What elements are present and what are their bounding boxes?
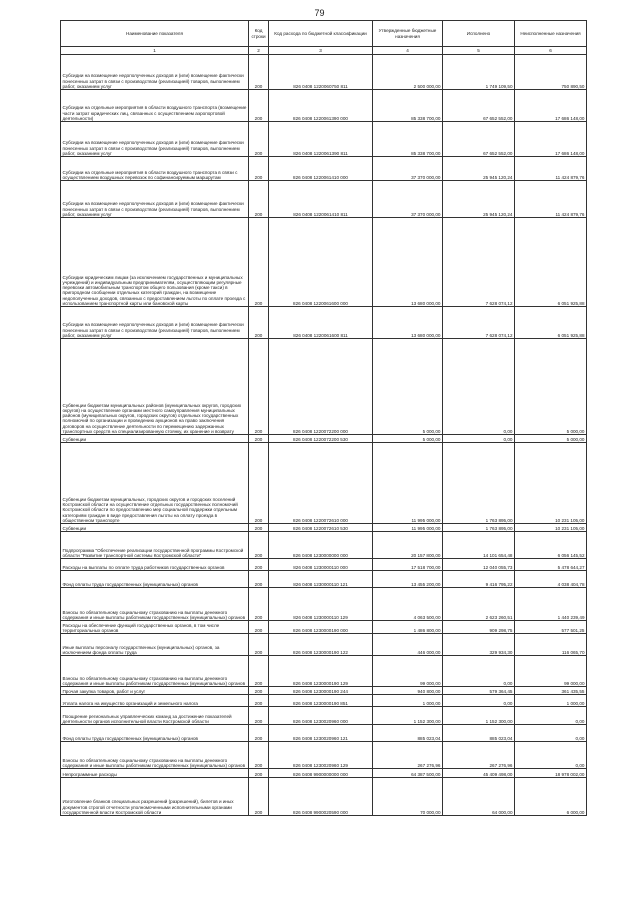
table-row (61, 122, 587, 157)
row-remaining-amount: 6 051 925,88 (515, 307, 587, 339)
row-name: Изготовление бланков специальных разрешений (разрешений), билетов и иных документов строгой отчетности уполномоченными исполнительными органами государственной власти Костромской области (61, 778, 249, 816)
row-approved-amount: 37 370 000,00 (373, 181, 443, 218)
table-row (61, 443, 587, 524)
row-executed-amount: 579 364,45 (443, 687, 515, 695)
header-executed: Исполнено (443, 21, 515, 47)
row-line-code: 200 (249, 339, 269, 435)
column-number: 3 (269, 47, 373, 55)
row-name: Взносы по обязательному социальному страхованию на выплаты денежного содержания и иные выплаты работникам государственных (муниципальных) органов (61, 588, 249, 621)
column-number: 6 (515, 47, 587, 55)
row-line-code: 200 (249, 90, 269, 122)
table-row (61, 532, 587, 559)
row-remaining-amount: 6 000,00 (515, 778, 587, 816)
row-classification-code: 826 0408 1220061390 000 (269, 90, 373, 122)
row-remaining-amount: 5 000,00 (515, 435, 587, 443)
row-approved-amount: 99 000,00 (373, 656, 443, 687)
row-line-code: 200 (249, 218, 269, 307)
row-name: Расходы на обеспечение функций государственных органов, в том числе территориальных органов (61, 621, 249, 634)
table-row (61, 559, 587, 571)
row-executed-amount: 0,00 (443, 339, 515, 435)
row-name: Субсидии на отдельные мероприятия в области воздушного транспорта (возмещение части затрат юридических лиц, связанных с осуществлением аэропортовой деятельности) (61, 90, 249, 122)
row-remaining-amount: 1 440 239,49 (515, 588, 587, 621)
row-line-code: 200 (249, 778, 269, 816)
row-remaining-amount: 4 038 404,78 (515, 571, 587, 588)
column-number: 1 (61, 47, 249, 55)
row-classification-code: 826 0408 1230020960 121 (269, 725, 373, 742)
row-approved-amount: 11 995 000,00 (373, 443, 443, 524)
row-name: Иные выплаты персоналу государственных (муниципальных) органов, за исключением фонда оплаты труда (61, 634, 249, 656)
row-executed-amount: 885 023,04 (443, 725, 515, 742)
row-classification-code: 826 0408 1220061410 811 (269, 181, 373, 218)
row-line-code: 200 (249, 695, 269, 707)
row-remaining-amount: 5 478 644,27 (515, 559, 587, 571)
row-executed-amount: 1 749 109,50 (443, 55, 515, 90)
row-remaining-amount: 10 231 105,00 (515, 524, 587, 532)
table-row (61, 588, 587, 621)
row-approved-amount: 1 486 800,00 (373, 621, 443, 634)
row-approved-amount: 267 276,96 (373, 742, 443, 769)
row-executed-amount: 329 934,30 (443, 634, 515, 656)
row-name: Субсидии на возмещение недополученных доходов и (или) возмещение фактически понесенных затрат в связи с производством (реализацией) товаров, выполнением работ, оказанием услуг (61, 307, 249, 339)
row-approved-amount: 85 338 700,00 (373, 90, 443, 122)
row-line-code: 200 (249, 307, 269, 339)
row-line-code: 200 (249, 588, 269, 621)
row-executed-amount: 45 409 498,00 (443, 769, 515, 778)
row-approved-amount: 4 063 500,00 (373, 588, 443, 621)
header-remaining: Неисполненные назначения (515, 21, 587, 47)
row-remaining-amount: 0,00 (515, 742, 587, 769)
row-name: Субвенции (61, 524, 249, 532)
row-approved-amount: 64 387 500,00 (373, 769, 443, 778)
row-approved-amount: 20 157 800,00 (373, 532, 443, 559)
row-executed-amount: 909 298,75 (443, 621, 515, 634)
row-executed-amount: 7 628 074,12 (443, 307, 515, 339)
row-approved-amount: 13 455 200,00 (373, 571, 443, 588)
header-classification-code: Код расхода по бюджетной классификации (269, 21, 373, 47)
row-executed-amount: 14 101 654,48 (443, 532, 515, 559)
row-classification-code: 826 0408 1230020960 000 (269, 707, 373, 725)
column-number: 5 (443, 47, 515, 55)
row-name: Фонд оплаты труда государственных (муниципальных) органов (61, 571, 249, 588)
table-row (61, 55, 587, 90)
row-executed-amount: 67 652 552,00 (443, 122, 515, 157)
row-executed-amount: 0,00 (443, 656, 515, 687)
page-number: 79 (314, 8, 325, 18)
row-classification-code: 826 0408 1220061390 811 (269, 122, 373, 157)
row-name: Подпрограмма "Обеспечение реализации государственной программы Костромской области "Развитие транспортной системы Костромской области" (61, 532, 249, 559)
row-approved-amount: 13 680 000,00 (373, 218, 443, 307)
row-name: Субсидии на возмещение недополученных доходов и (или) возмещение фактически понесенных затрат в связи с производством (реализацией) товаров, выполнением работ, оказанием услуг (61, 55, 249, 90)
row-line-code: 200 (249, 769, 269, 778)
row-name: Субвенции (61, 435, 249, 443)
row-executed-amount: 25 945 120,24 (443, 181, 515, 218)
row-executed-amount: 12 040 055,73 (443, 559, 515, 571)
row-approved-amount: 940 800,00 (373, 687, 443, 695)
row-line-code: 200 (249, 181, 269, 218)
row-remaining-amount: 5 000,00 (515, 339, 587, 435)
row-name: Прочая закупка товаров, работ и услуг (61, 687, 249, 695)
table-row (61, 769, 587, 778)
table-row (61, 307, 587, 339)
row-remaining-amount: 577 501,25 (515, 621, 587, 634)
row-classification-code: 826 0408 1230000190 000 (269, 621, 373, 634)
row-remaining-amount: 6 051 925,88 (515, 218, 587, 307)
table-row (61, 218, 587, 307)
table-row (61, 181, 587, 218)
table-row (61, 778, 587, 816)
row-name: Взносы по обязательному социальному страхованию на выплаты денежного содержания и иные выплаты работникам государственных (муниципальных) органов (61, 656, 249, 687)
row-classification-code: 826 0408 1220072200 000 (269, 339, 373, 435)
row-remaining-amount: 6 056 145,52 (515, 532, 587, 559)
row-line-code: 200 (249, 571, 269, 588)
row-line-code: 200 (249, 621, 269, 634)
row-name: Субвенции бюджетам муниципальных, городских округов и городских поселений Костромской области на осуществление отдельных государственных полномочий Костромской области по предоставлению мер социальной поддержки отдельным категориям граждан в виде предоставления льготы на оплату проезда в общественном транспорте (61, 443, 249, 524)
row-name: Уплата налога на имущество организаций и земельного налога (61, 695, 249, 707)
row-line-code: 200 (249, 532, 269, 559)
row-classification-code: 826 0408 1230000000 000 (269, 532, 373, 559)
row-remaining-amount: 0,00 (515, 707, 587, 725)
table-row (61, 435, 587, 443)
row-classification-code: 826 0408 9900000000 000 (269, 769, 373, 778)
row-approved-amount: 885 023,04 (373, 725, 443, 742)
row-approved-amount: 85 338 700,00 (373, 122, 443, 157)
row-approved-amount: 2 500 000,00 (373, 55, 443, 90)
row-executed-amount: 67 652 552,00 (443, 90, 515, 122)
column-number: 4 (373, 47, 443, 55)
row-classification-code: 826 0408 1230000190 122 (269, 634, 373, 656)
row-classification-code: 826 0408 1220061600 000 (269, 218, 373, 307)
row-line-code: 200 (249, 55, 269, 90)
row-line-code: 200 (249, 524, 269, 532)
row-name: Фонд оплаты труда государственных (муниципальных) органов (61, 725, 249, 742)
row-line-code: 200 (249, 725, 269, 742)
row-executed-amount: 267 276,96 (443, 742, 515, 769)
row-remaining-amount: 116 065,70 (515, 634, 587, 656)
row-classification-code: 826 0408 9900020590 000 (269, 778, 373, 816)
row-approved-amount: 1 152 300,00 (373, 707, 443, 725)
table-row (61, 634, 587, 656)
column-number: 2 (249, 47, 269, 55)
row-remaining-amount: 361 435,55 (515, 687, 587, 695)
row-approved-amount: 70 000,00 (373, 778, 443, 816)
table-row (61, 339, 587, 435)
table-row (61, 742, 587, 769)
row-classification-code: 826 0408 1220072610 530 (269, 524, 373, 532)
row-approved-amount: 13 680 000,00 (373, 307, 443, 339)
row-classification-code: 826 0408 1230000110 121 (269, 571, 373, 588)
row-approved-amount: 37 370 000,00 (373, 157, 443, 181)
row-approved-amount: 5 000,00 (373, 339, 443, 435)
row-approved-amount: 5 000,00 (373, 435, 443, 443)
row-approved-amount: 17 518 700,00 (373, 559, 443, 571)
row-executed-amount: 1 763 895,00 (443, 443, 515, 524)
row-classification-code: 826 0408 1230000190 851 (269, 695, 373, 707)
row-line-code: 200 (249, 742, 269, 769)
row-line-code: 200 (249, 656, 269, 687)
row-executed-amount: 9 416 795,22 (443, 571, 515, 588)
row-remaining-amount: 750 890,50 (515, 55, 587, 90)
row-line-code: 200 (249, 559, 269, 571)
row-name: Расходы на выплаты по оплате труда работников государственных органов (61, 559, 249, 571)
row-classification-code: 826 0408 1220072200 530 (269, 435, 373, 443)
row-name: Субсидии юридическим лицам (за исключением государственных и муниципальных учреждений) и индивидуальным предпринимателям, осуществляющим регулярные перевозки автомобильным транспортом общего пользования (кроме такси) в пригородном сообщении отдельных категорий граждан, на возмещение недополученных доходов, связанных с предоставлением льготы по оплате проезда с использованием транспортной карты или бановской карты (61, 218, 249, 307)
row-line-code: 200 (249, 707, 269, 725)
header-name: Наименование показателя (61, 21, 249, 47)
row-line-code: 200 (249, 122, 269, 157)
row-name: Поощрение региональных управленческих команд за достижение показателей деятельности органов исполнительной власти Костромской области (61, 707, 249, 725)
row-classification-code: 826 0408 1220061600 811 (269, 307, 373, 339)
row-executed-amount: 64 000,00 (443, 778, 515, 816)
table-row (61, 695, 587, 707)
header-line-code: Код строки (249, 21, 269, 47)
row-name: Взносы по обязательному социальному страхованию на выплаты денежного содержания и иные выплаты работникам государственных (муниципальных) органов (61, 742, 249, 769)
row-classification-code: 826 0408 1230000110 129 (269, 588, 373, 621)
row-remaining-amount: 17 686 148,00 (515, 90, 587, 122)
row-classification-code: 826 0408 1230000190 129 (269, 656, 373, 687)
row-classification-code: 826 0408 1230000110 000 (269, 559, 373, 571)
row-line-code: 200 (249, 634, 269, 656)
table-row (61, 621, 587, 634)
table-row (61, 687, 587, 695)
row-classification-code: 826 0408 1220061410 000 (269, 157, 373, 181)
table-row (61, 725, 587, 742)
row-remaining-amount: 17 686 148,00 (515, 122, 587, 157)
budget-execution-table (60, 20, 587, 816)
row-remaining-amount: 11 424 879,76 (515, 181, 587, 218)
row-name: Непрограммные расходы (61, 769, 249, 778)
row-remaining-amount: 99 000,00 (515, 656, 587, 687)
table-header-row (61, 21, 587, 47)
table-row (61, 524, 587, 532)
row-classification-code: 826 0408 1230000190 244 (269, 687, 373, 695)
row-approved-amount: 1 000,00 (373, 695, 443, 707)
row-executed-amount: 25 945 120,24 (443, 157, 515, 181)
row-remaining-amount: 11 424 879,76 (515, 157, 587, 181)
row-line-code: 200 (249, 687, 269, 695)
row-remaining-amount: 0,00 (515, 725, 587, 742)
row-executed-amount: 1 152 300,00 (443, 707, 515, 725)
row-executed-amount: 2 623 260,51 (443, 588, 515, 621)
header-approved: Утвержденные бюджетные назначения (373, 21, 443, 47)
row-name: Субсидии на возмещение недополученных доходов и (или) возмещение фактически понесенных затрат в связи с производством (реализацией) товаров, выполнением работ, оказанием услуг (61, 181, 249, 218)
row-remaining-amount: 10 231 105,00 (515, 443, 587, 524)
table-row (61, 656, 587, 687)
row-classification-code: 826 0408 1220072610 000 (269, 443, 373, 524)
table-row (61, 90, 587, 122)
row-remaining-amount: 1 000,00 (515, 695, 587, 707)
table-row (61, 707, 587, 725)
row-classification-code: 826 0408 1220060750 811 (269, 55, 373, 90)
row-classification-code: 826 0408 1230020960 129 (269, 742, 373, 769)
row-line-code: 200 (249, 435, 269, 443)
row-name: Субсидии на возмещение недополученных доходов и (или) возмещение фактически понесенных затрат в связи с производством (реализацией) товаров, выполнением работ, оказанием услуг (61, 122, 249, 157)
table-row (61, 571, 587, 588)
row-line-code: 200 (249, 157, 269, 181)
row-executed-amount: 0,00 (443, 695, 515, 707)
row-executed-amount: 0,00 (443, 435, 515, 443)
row-executed-amount: 1 763 895,00 (443, 524, 515, 532)
row-approved-amount: 11 995 000,00 (373, 524, 443, 532)
row-name: Субсидии на отдельные мероприятия в области воздушного транспорта в связи с осуществлением воздушных перевозок по софинансируемым маршрутам (61, 157, 249, 181)
row-executed-amount: 7 628 074,12 (443, 218, 515, 307)
table-row (61, 157, 587, 181)
row-approved-amount: 446 000,00 (373, 634, 443, 656)
column-number-row (61, 47, 587, 55)
row-remaining-amount: 18 978 002,00 (515, 769, 587, 778)
row-name: Субвенции бюджетам муниципальных районов (муниципальных округов, городских округов) на осуществление органами местного самоуправления муниципальных районов (муниципальных округов, городских округов) отдельных государственных полномочий по организации и проведению аукционов на право заключения договоров на осуществление деятельности по перемещению задержанных транспортных средств на специализированную стоянку, их хранение и возврату (61, 339, 249, 435)
row-line-code: 200 (249, 443, 269, 524)
